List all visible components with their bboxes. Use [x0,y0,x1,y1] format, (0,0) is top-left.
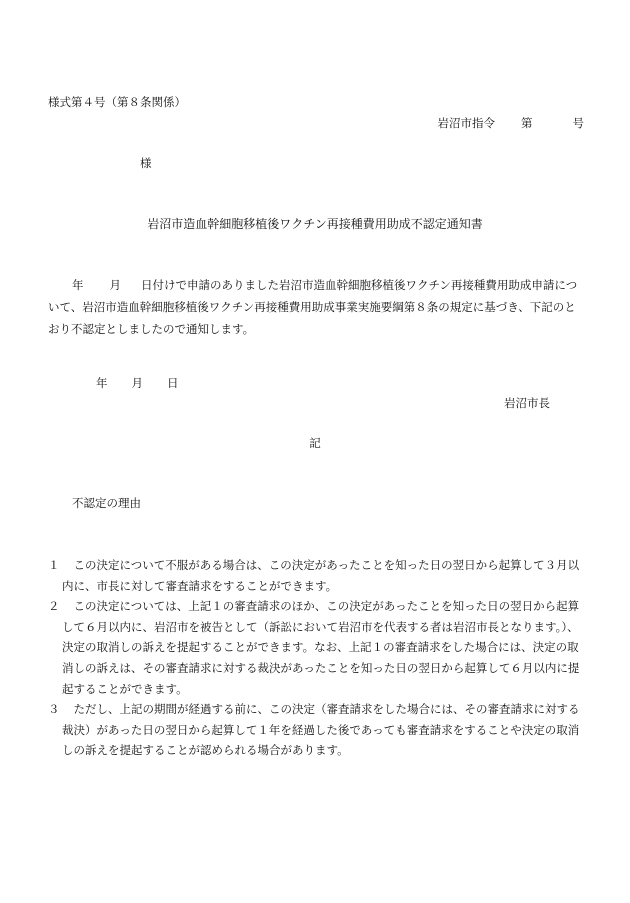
note-number: １ [48,558,60,572]
note-number: ３ [48,702,60,717]
issue-date-day: 日 [167,376,179,390]
doc-number-dai: 第 [521,116,533,130]
doc-number-prefix: 岩沼市指令 [437,116,495,130]
body-text: 日付けで申請のありました岩沼市造血幹細胞移植後ワクチン再接種費用助成申請について、岩沼市造血幹細胞移植後ワクチン再接種費用助成事業実施要綱第８条の規定に基づき、下記のとおり不認定としましたので通知します。 [48,278,578,336]
body-year: 年 [72,278,84,292]
note-text: この決定について不服がある場合は、この決定があったことを知った日の翌日から起算して３月以内に、市長に対して審査請求をすることができます。 [62,558,580,593]
note-number: ２ [48,599,60,614]
body-month: 月 [109,278,121,292]
recipient-line: 様 [140,156,152,170]
issuer-name: 岩沼市長 [504,396,550,410]
ki-heading: 記 [309,436,321,450]
note-item [48,699,588,761]
note-item [48,596,588,699]
note-text: この決定については、上記１の審査請求のほか、この決定があったことを知った日の翌日から起算して６月以内に、岩沼市を被告として（訴訟において岩沼市を代表する者は岩沼市長となります。）、決定の取消しの訴えを提起することができます。なお、上記１の審査請求をした場合には、決定の取消しの訴えは、その審査請求に対する裁決があったことを知った日の翌日から起算して６月以内に提起することができます。 [62,599,580,696]
doc-number-go: 号 [572,116,584,130]
body-paragraph [48,274,586,340]
issue-date-year: 年 [96,376,108,390]
form-number: 様式第４号（第８条関係） [48,95,186,109]
note-text: ただし、上記の期間が経過する前に、この決定（審査請求をした場合には、その審査請求に対する裁決）があった日の翌日から起算して１年を経過した後であっても審査請求をすることや決定の取消しの訴えを提起することが認められる場合があります。 [62,702,580,758]
reason-label: 不認定の理由 [72,496,141,510]
note-item [48,555,588,596]
document-title: 岩沼市造血幹細胞移植後ワクチン再接種費用助成不認定通知書 [147,217,483,231]
issue-date [96,378,179,390]
issue-date-month: 月 [131,376,143,390]
document-number [438,118,585,130]
notes-list [48,555,588,761]
